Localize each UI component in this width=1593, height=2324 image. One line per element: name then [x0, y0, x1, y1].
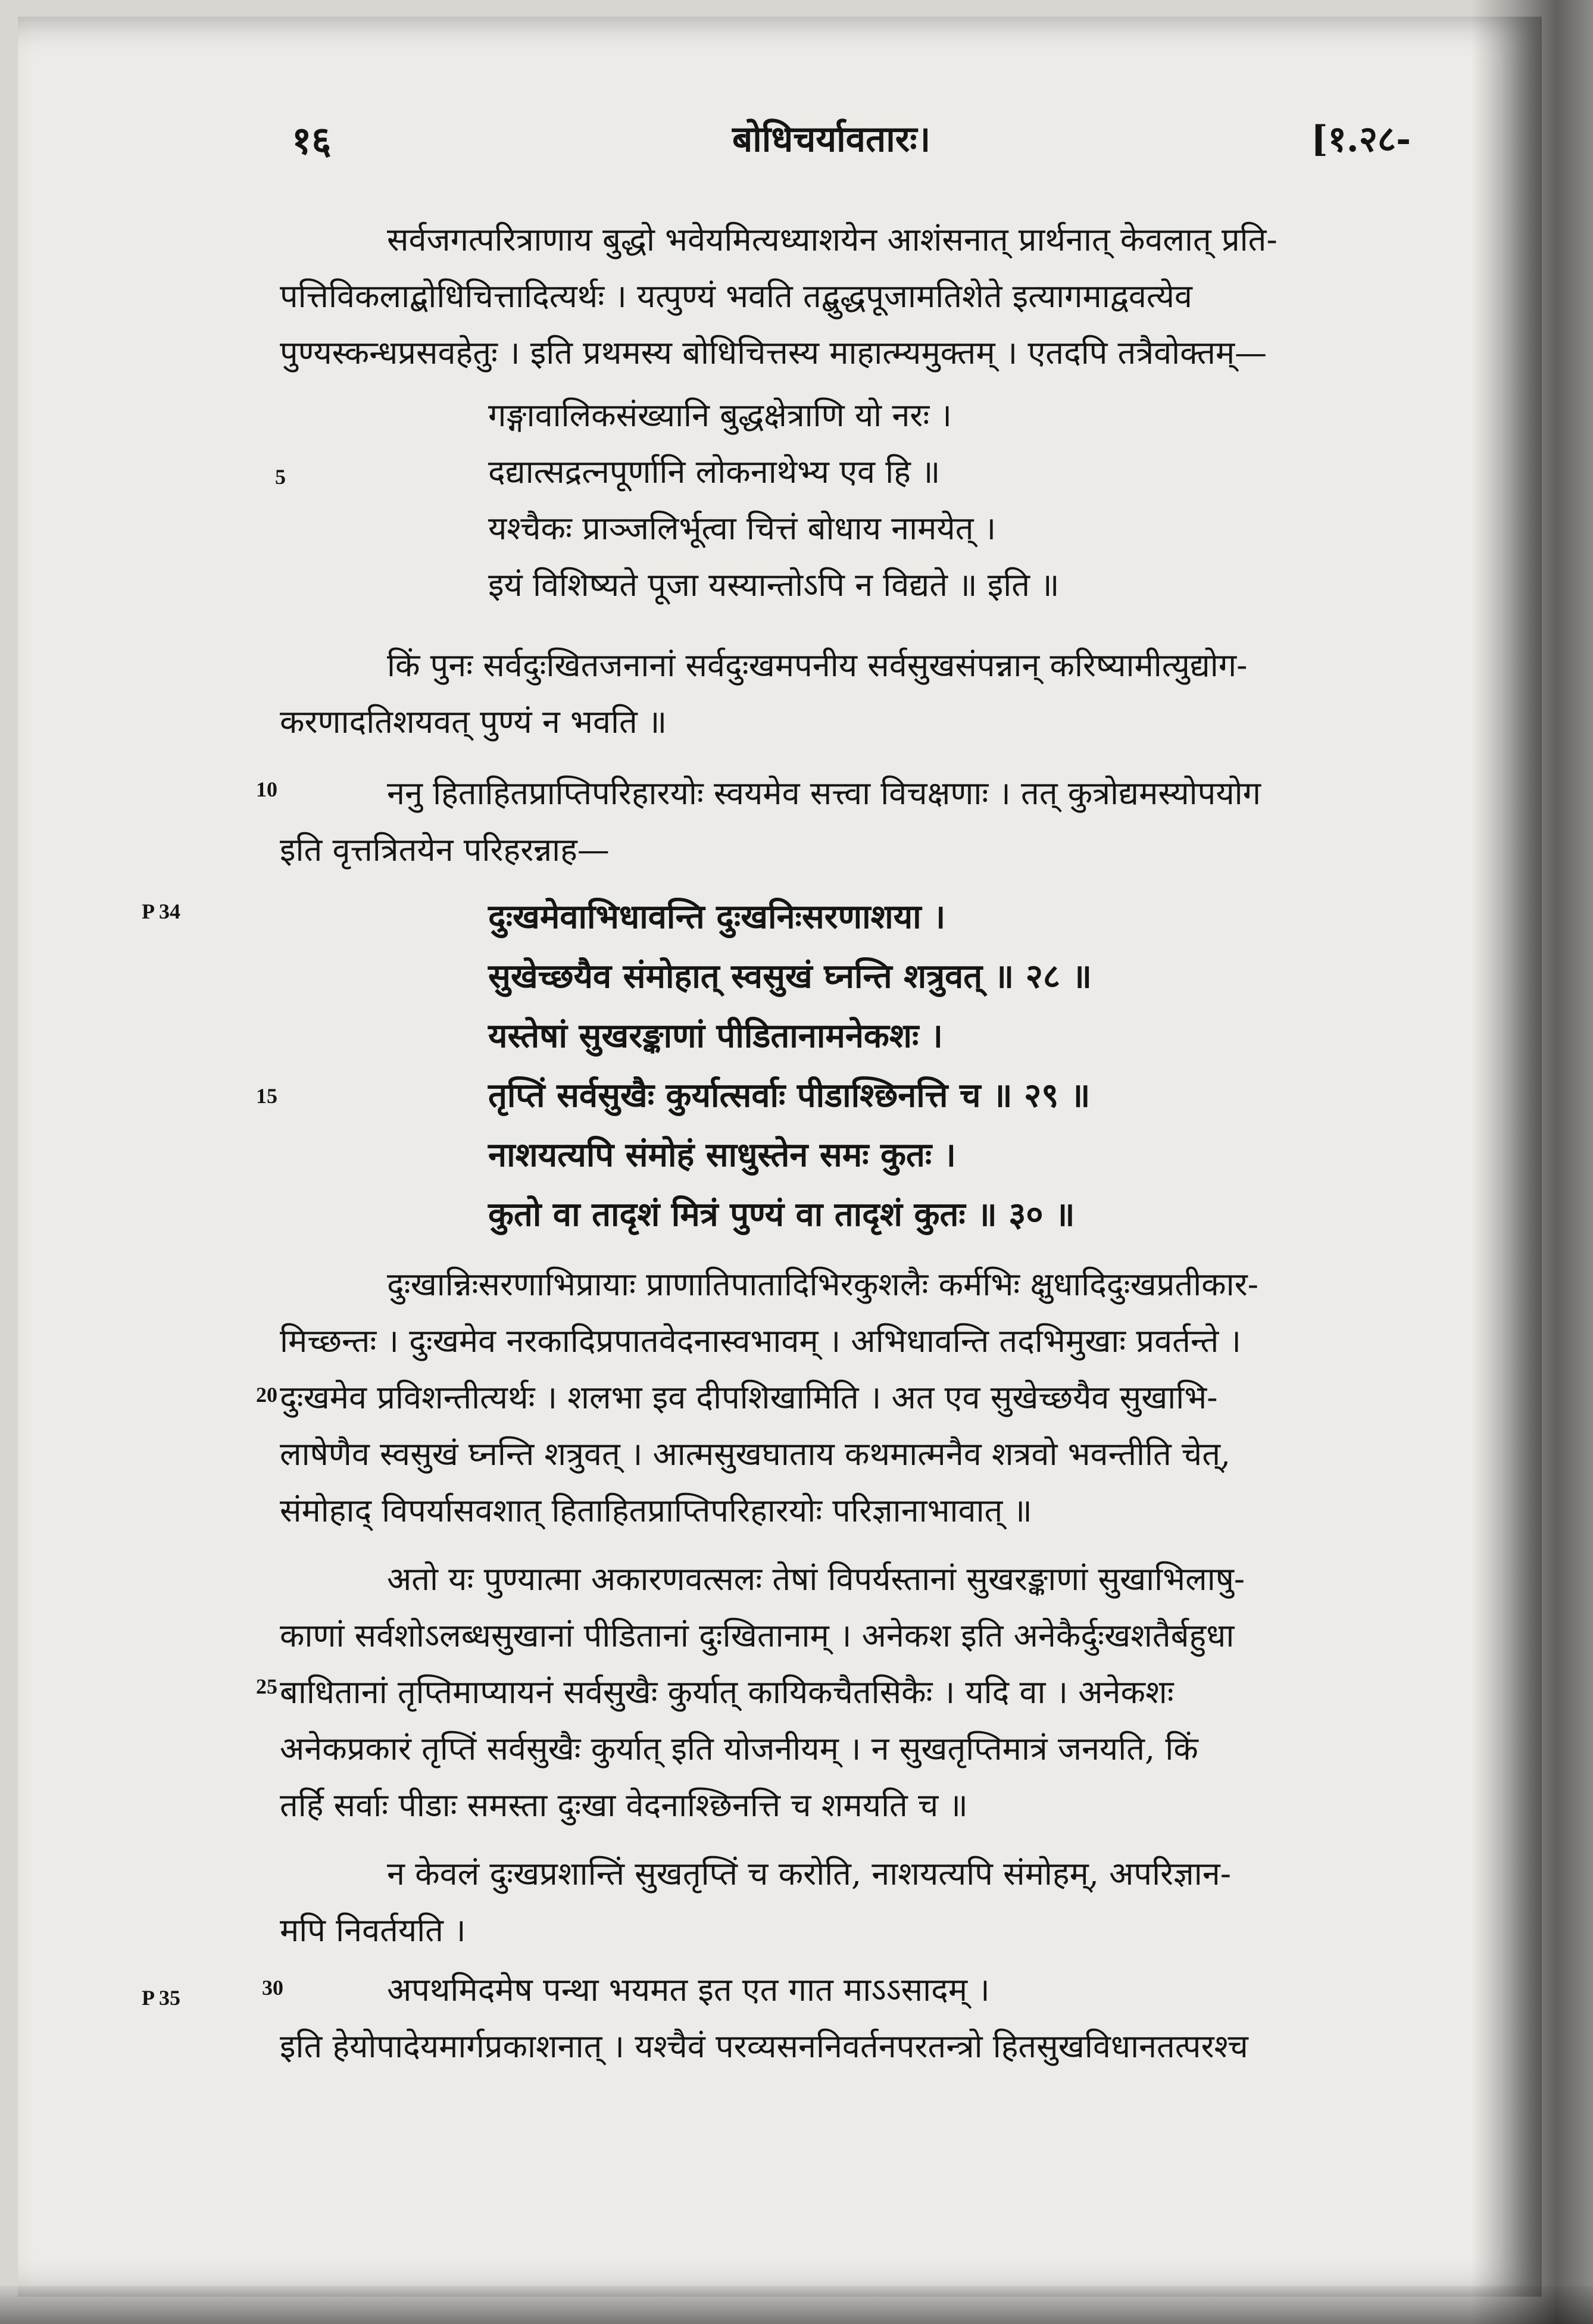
text-line: करणादतिशयवत् पुण्यं न भवति ॥ — [280, 703, 667, 741]
verse-line: तृप्तिं सर्वसुखैः कुर्यात्सर्वाः पीडाश्छिनत्ति च ॥ २९ ॥ — [488, 1076, 1091, 1115]
text-line: लाषेणैव स्वसुखं घ्नन्ति शत्रुवत् । आत्मसुखघाताय कथमात्मनैव शत्रवो भवन्तीति चेत्, — [280, 1435, 1231, 1473]
text-line: मिच्छन्तः । दुःखमेव नरकादिप्रपातवेदनास्वभावम् । अभिधावन्ति तदभिमुखाः प्रवर्तन्ते । — [280, 1322, 1241, 1360]
line-number: 25 — [256, 1675, 277, 1698]
book-spine-shadow — [1470, 0, 1593, 2324]
text-line: इति हेयोपादेयमार्गप्रकाशनात् । यश्चैवं परव्यसननिवर्तनपरतन्त्रो हितसुखविधानतत्परश्च — [280, 2028, 1248, 2065]
verse-line: कुतो वा तादृशं मित्रं पुण्यं वा तादृशं कुतः ॥ ३० ॥ — [488, 1195, 1075, 1234]
running-title: बोधिचर्यावतारः। — [732, 118, 931, 160]
text-line: इति वृत्तत्रितयेन परिहरन्नाह— — [280, 831, 610, 869]
paragraph-6 — [280, 1845, 1411, 1958]
quote-line: इयं विशिष्यते पूजा यस्यान्तोऽपि न विद्यते ॥ इति ॥ — [488, 566, 1060, 604]
main-verses — [488, 887, 1381, 1244]
text-line: बाधितानां तृप्तिमाप्यायनं सर्वसुखैः कुर्यात् कायिकचैतसिकैः । यदि वा । अनेकशः — [280, 1673, 1174, 1711]
quoted-verses — [488, 387, 1381, 613]
text-line: संमोहाद् विपर्यासवशात् हिताहितप्राप्तिपरिहारयोः परिज्ञानाभावात् ॥ — [280, 1492, 1032, 1529]
quote-line: दद्यात्सद्रत्नपूर्णानि लोकनाथेभ्य एव हि ॥ — [488, 453, 941, 491]
text-line: अनेकप्रकारं तृप्तिं सर्वसुखैः कुर्यात् इति योजनीयम् । न सुखतृप्तिमात्रं जनयति, किं — [280, 1730, 1198, 1767]
text-line: दुःखमेव प्रविशन्तीत्यर्थः । शलभा इव दीपशिखामिति । अत एव सुखेच्छयैव सुखाभि- — [280, 1379, 1218, 1416]
line-number: 20 — [256, 1383, 277, 1407]
verse-line: यस्तेषां सुखरङ्काणां पीडितानामनेकशः । — [488, 1016, 944, 1055]
paragraph-5 — [280, 1551, 1411, 1833]
text-line: काणां सर्वशोऽलब्धसुखानां पीडितानां दुःखितानाम् । अनेकश इति अनेकैर्दुःखशतैर्बहुधा — [280, 1617, 1235, 1654]
text-line: मपि निवर्तयति । — [280, 1911, 466, 1949]
text-line: अपथमिदमेष पन्था भयमत इत एत गात माऽऽसादम् । — [387, 1971, 990, 2008]
line-number: 5 — [275, 465, 286, 489]
paragraph-7 — [280, 1961, 1411, 2075]
verse-line: दुःखमेवाभिधावन्ति दुःखनिःसरणाशया । — [488, 897, 946, 936]
text-line: पुण्यस्कन्धप्रसवहेतुः । इति प्रथमस्य बोधिचित्तस्य माहात्म्यमुक्तम् । एतदपि तत्रैवोक्तम्— — [280, 334, 1267, 371]
page-number: १६ — [292, 118, 332, 163]
page-reference: P 35 — [142, 1986, 181, 2010]
text-line: पत्तिविकलाद्बोधिचित्तादित्यर्थः । यत्पुण्यं भवति तद्बुद्धपूजामतिशेते इत्यागमाद्ववत्येव — [280, 277, 1192, 315]
paragraph-2 — [280, 637, 1411, 750]
page-header — [280, 113, 1411, 161]
text-line: ननु हिताहितप्राप्तिपरिहारयोः स्वयमेव सत्त्वा विचक्षणाः । तत् कुत्रोद्यमस्योपयोग — [387, 774, 1261, 812]
quote-line: गङ्गावालिकसंख्यानि बुद्धक्षेत्राणि यो नरः । — [488, 396, 952, 434]
verse-reference: [१.२८- — [1311, 118, 1411, 160]
verse-line: सुखेच्छयैव संमोहात् स्वसुखं घ्नन्ति शत्रुवत् ॥ २८ ॥ — [488, 957, 1092, 996]
text-line: अतो यः पुण्यात्मा अकारणवत्सलः तेषां विपर्यस्तानां सुखरङ्काणां सुखाभिलाषु- — [387, 1560, 1245, 1598]
page-reference: P 34 — [142, 899, 181, 923]
paragraph-3 — [280, 765, 1411, 878]
line-number: 10 — [256, 777, 277, 801]
text-line: तर्हि सर्वाः पीडाः समस्ता दुःखा वेदनाश्छिनत्ति च शमयति च ॥ — [280, 1786, 968, 1824]
page-bottom-edge — [0, 2286, 1593, 2324]
text-line: न केवलं दुःखप्रशान्तिं सुखतृप्तिं च करोति, नाशयत्यपि संमोहम्, अपरिज्ञान- — [387, 1855, 1231, 1892]
line-number: 15 — [256, 1084, 277, 1108]
text-line: सर्वजगत्परित्राणाय बुद्धो भवेयमित्यध्याशयेन आशंसनात् प्रार्थनात् केवलात् प्रति- — [387, 221, 1277, 258]
quote-line: यश्चैकः प्राञ्जलिर्भूत्वा चित्तं बोधाय नामयेत् । — [488, 510, 997, 547]
paragraph-1 — [280, 211, 1411, 381]
paragraph-4 — [280, 1256, 1411, 1539]
verse-line: नाशयत्यपि संमोहं साधुस्तेन समः कुतः । — [488, 1135, 956, 1175]
line-number: 30 — [262, 1976, 283, 2000]
text-line: किं पुनः सर्वदुःखितजनानां सर्वदुःखमपनीय सर्वसुखसंपन्नान् करिष्यामीत्युद्योग- — [387, 646, 1248, 684]
text-line: दुःखान्निःसरणाभिप्रायाः प्राणातिपातादिभिरकुशलैः कर्मभिः क्षुधादिदुःखप्रतीकार- — [387, 1266, 1258, 1303]
